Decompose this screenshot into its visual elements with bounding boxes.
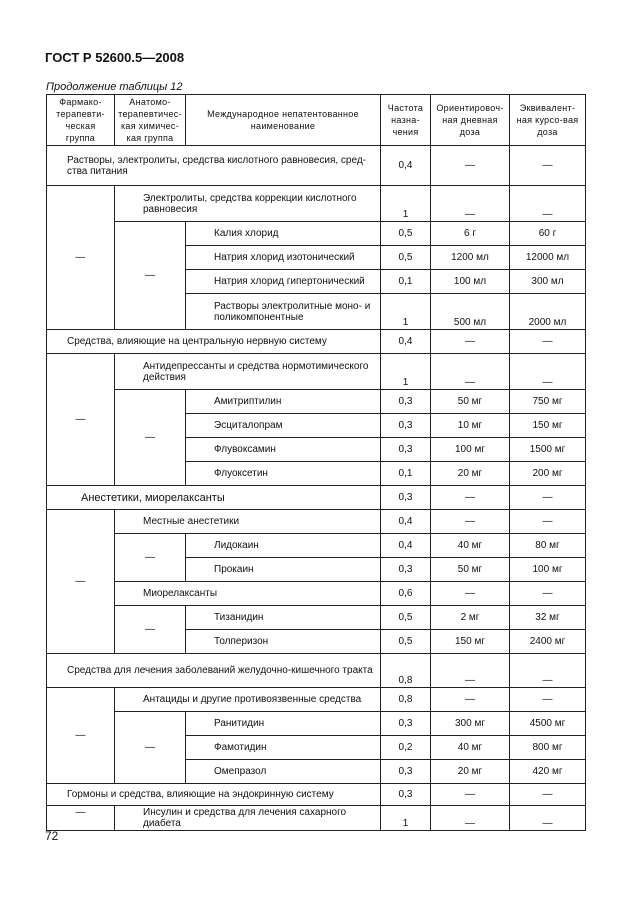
row-course-dose: 150 мг	[510, 414, 586, 438]
row-course-dose: —	[510, 806, 586, 831]
row-name: Натрия хлорид гипертонический	[186, 270, 381, 294]
row-frequency: 1	[381, 186, 431, 222]
row-daily-dose: 2 мг	[431, 606, 510, 630]
row-daily-dose: —	[431, 330, 510, 354]
row-frequency: 0,3	[381, 558, 431, 582]
table-row	[47, 222, 586, 246]
table-row	[47, 534, 586, 558]
row-frequency: 0,4	[381, 510, 431, 534]
row-daily-dose: —	[431, 186, 510, 222]
col-pharm-group: Фармако-терапевти-ческая группа	[47, 95, 115, 146]
row-course-dose: 1500 мг	[510, 438, 586, 462]
row-course-dose: —	[510, 330, 586, 354]
row-daily-dose: —	[431, 654, 510, 688]
table-row	[47, 146, 586, 186]
row-daily-dose: 100 мг	[431, 438, 510, 462]
row-pharm-dash: —	[47, 806, 115, 831]
table-row	[47, 784, 586, 806]
row-name: Антациды и другие противоязвенные средства	[115, 688, 381, 712]
row-pharm-dash: —	[47, 688, 115, 784]
table-caption: Продолжение таблицы 12	[46, 81, 183, 93]
row-name: Омепразол	[186, 760, 381, 784]
row-course-dose: 32 мг	[510, 606, 586, 630]
row-frequency: 0,3	[381, 784, 431, 806]
row-name: Флувоксамин	[186, 438, 381, 462]
row-atc-dash: —	[115, 606, 186, 654]
row-name: Электролиты, средства коррекции кислотного равновесия	[115, 186, 381, 222]
row-course-dose: 2400 мг	[510, 630, 586, 654]
row-name: Гормоны и средства, влияющие на эндокринную систему	[47, 784, 381, 806]
row-frequency: 0,3	[381, 760, 431, 784]
row-atc-dash: —	[115, 222, 186, 330]
row-course-dose: —	[510, 510, 586, 534]
row-course-dose: —	[510, 784, 586, 806]
row-daily-dose: 20 мг	[431, 462, 510, 486]
row-name: Средства для лечения заболеваний желудочно-кишечного тракта	[47, 654, 381, 688]
row-pharm-dash: —	[47, 186, 115, 330]
drug-table	[46, 94, 586, 831]
row-course-dose: 200 мг	[510, 462, 586, 486]
table-row	[47, 510, 586, 534]
table-row	[47, 654, 586, 688]
row-frequency: 0,5	[381, 246, 431, 270]
row-name: Анестетики, миорелаксанты	[47, 486, 381, 510]
row-daily-dose: —	[431, 510, 510, 534]
row-name: Миорелаксанты	[115, 582, 381, 606]
row-daily-dose: 10 мг	[431, 414, 510, 438]
row-daily-dose: —	[431, 146, 510, 186]
row-name: Амитриптилин	[186, 390, 381, 414]
row-name: Лидокаин	[186, 534, 381, 558]
row-course-dose: —	[510, 146, 586, 186]
row-frequency: 0,8	[381, 688, 431, 712]
row-course-dose: 60 г	[510, 222, 586, 246]
row-name: Натрия хлорид изотонический	[186, 246, 381, 270]
row-name: Фамотидин	[186, 736, 381, 760]
row-frequency: 0,3	[381, 438, 431, 462]
table-row	[47, 806, 586, 831]
row-daily-dose: —	[431, 582, 510, 606]
table-row	[47, 606, 586, 630]
row-daily-dose: 40 мг	[431, 736, 510, 760]
row-course-dose: —	[510, 354, 586, 390]
table-row	[47, 330, 586, 354]
row-name: Инсулин и средства для лечения сахарного диабета	[115, 806, 381, 831]
col-inn: Международное непатентованное наименование	[186, 95, 381, 146]
row-daily-dose: —	[431, 354, 510, 390]
row-course-dose: —	[510, 688, 586, 712]
page-number: 72	[45, 829, 59, 843]
row-course-dose: 800 мг	[510, 736, 586, 760]
col-atc-group: Анатомо-терапевтичес-кая химичес-кая группа	[115, 95, 186, 146]
table-row	[47, 688, 586, 712]
row-frequency: 0,8	[381, 654, 431, 688]
table-row	[47, 712, 586, 736]
row-daily-dose: —	[431, 688, 510, 712]
row-frequency: 0,4	[381, 330, 431, 354]
row-frequency: 0,3	[381, 390, 431, 414]
row-daily-dose: —	[431, 784, 510, 806]
row-frequency: 1	[381, 806, 431, 831]
row-frequency: 0,2	[381, 736, 431, 760]
row-pharm-dash: —	[47, 354, 115, 486]
table-row	[47, 390, 586, 414]
row-name: Эсциталопрам	[186, 414, 381, 438]
row-name: Прокаин	[186, 558, 381, 582]
row-name: Антидепрессанты и средства нормотимического действия	[115, 354, 381, 390]
row-pharm-dash: —	[47, 510, 115, 654]
row-daily-dose: —	[431, 486, 510, 510]
row-name: Толперизон	[186, 630, 381, 654]
table-row	[47, 186, 586, 222]
row-frequency: 1	[381, 354, 431, 390]
row-daily-dose: 50 мг	[431, 390, 510, 414]
row-daily-dose: 1200 мл	[431, 246, 510, 270]
row-course-dose: —	[510, 654, 586, 688]
row-name: Тизанидин	[186, 606, 381, 630]
row-frequency: 0,1	[381, 462, 431, 486]
row-name: Калия хлорид	[186, 222, 381, 246]
table-row	[47, 486, 586, 510]
row-course-dose: 80 мг	[510, 534, 586, 558]
row-atc-dash: —	[115, 390, 186, 486]
row-daily-dose: 500 мл	[431, 294, 510, 330]
row-frequency: 0,5	[381, 606, 431, 630]
table-row	[47, 354, 586, 390]
col-course-dose: Эквивалент-ная курсо-вая доза	[510, 95, 586, 146]
row-frequency: 0,3	[381, 712, 431, 736]
row-course-dose: 4500 мг	[510, 712, 586, 736]
row-name: Средства, влияющие на центральную нервную систему	[47, 330, 381, 354]
row-course-dose: —	[510, 186, 586, 222]
row-course-dose: —	[510, 582, 586, 606]
row-frequency: 0,5	[381, 630, 431, 654]
row-name: Флуоксетин	[186, 462, 381, 486]
row-daily-dose: 20 мг	[431, 760, 510, 784]
row-name: Растворы, электролиты, средства кислотного равновесия, сред-ства питания	[47, 146, 381, 186]
row-frequency: 0,3	[381, 486, 431, 510]
row-daily-dose: 100 мл	[431, 270, 510, 294]
row-course-dose: 300 мл	[510, 270, 586, 294]
row-atc-dash: —	[115, 534, 186, 582]
row-name: Ранитидин	[186, 712, 381, 736]
row-frequency: 0,4	[381, 534, 431, 558]
row-atc-dash: —	[115, 712, 186, 784]
row-frequency: 1	[381, 294, 431, 330]
row-daily-dose: 300 мг	[431, 712, 510, 736]
row-daily-dose: 150 мг	[431, 630, 510, 654]
row-name: Растворы электролитные моно- и поликомпонентные	[186, 294, 381, 330]
row-daily-dose: —	[431, 806, 510, 831]
row-course-dose: 12000 мл	[510, 246, 586, 270]
col-frequency: Частота назна-чения	[381, 95, 431, 146]
row-frequency: 0,5	[381, 222, 431, 246]
row-course-dose: 420 мг	[510, 760, 586, 784]
row-course-dose: 100 мг	[510, 558, 586, 582]
row-course-dose: —	[510, 486, 586, 510]
row-frequency: 0,4	[381, 146, 431, 186]
row-daily-dose: 50 мг	[431, 558, 510, 582]
row-course-dose: 2000 мл	[510, 294, 586, 330]
row-daily-dose: 40 мг	[431, 534, 510, 558]
row-frequency: 0,3	[381, 414, 431, 438]
row-frequency: 0,1	[381, 270, 431, 294]
col-daily-dose: Ориентировоч-ная дневная доза	[431, 95, 510, 146]
row-course-dose: 750 мг	[510, 390, 586, 414]
table-row	[47, 582, 586, 606]
row-frequency: 0,6	[381, 582, 431, 606]
document-header: ГОСТ Р 52600.5—2008	[45, 50, 185, 65]
row-name: Местные анестетики	[115, 510, 381, 534]
row-daily-dose: 6 г	[431, 222, 510, 246]
